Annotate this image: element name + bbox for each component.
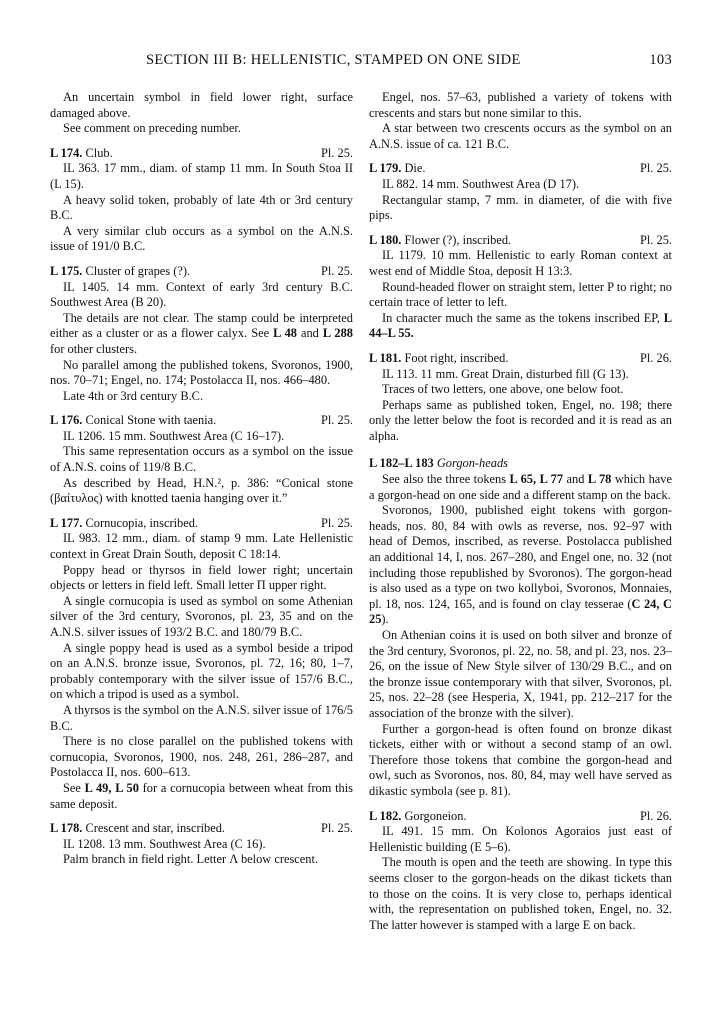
entry-number: L 174. [50, 145, 83, 160]
paragraph: IL 491. 15 mm. On Kolonos Agoraios just east of Hellenistic building (E 5–6). [369, 824, 672, 854]
entry-heading [50, 821, 353, 837]
paragraph: As described by Head, H.N.², p. 386: “Conical stone (βαίτυλος) with knotted taenia hanging over it.” [50, 475, 353, 506]
entry-name: Gorgoneion. [404, 808, 467, 823]
paragraph: A very similar club occurs as a symbol on the A.N.S. issue of 191/0 B.C. [50, 223, 353, 254]
paragraph: On Athenian coins it is used on both silver and bronze of the 3rd century, Svoronos, pl. 22, no. 58, and pl. 23, nos. 23–26, on the issue of New Style silver of 130/29 B.C., and on the bronze issue contemporary with that silver, Svoronos, pl. 25, nos. 22–28 (see Hesperia, X, 1941, pp. 212–217 for the association of the bronze with the silver). [369, 628, 672, 720]
paragraph: A single cornucopia is used as symbol on some Athenian silver of the 3rd century, Svoronos, pl. 23, 35 and on the A.N.S. silver issues of 193/2 B.C. and 180/79 B.C. [50, 593, 353, 639]
paragraph: This same representation occurs as a symbol on the issue of A.N.S. coins of 119/8 B.C. [50, 444, 353, 475]
paragraph: The details are not clear. The stamp could be interpreted either as a cluster or as a flower calyx. See L 48 and L 288 for other clusters. [50, 310, 353, 356]
paragraph: A star between two crescents occurs as the symbol on an A.N.S. issue of ca. 121 B.C. [369, 121, 672, 151]
running-header [50, 52, 672, 74]
plate-reference: Pl. 26. [639, 808, 672, 823]
paragraph: IL 1405. 14 mm. Context of early 3rd century B.C. Southwest Area (B 20). [50, 279, 353, 310]
entry-heading [50, 264, 353, 280]
paragraph: IL 1179. 10 mm. Hellenistic to early Roman context at west end of Middle Stoa, deposit H 13:3. [369, 248, 672, 278]
cross-reference: L 65, L 77 [509, 472, 564, 487]
paragraph: A thyrsos is the symbol on the A.N.S. silver issue of 176/5 B.C. [50, 702, 353, 733]
catalog-entry-l180 [369, 233, 672, 342]
section-subtitle: Gorgon-heads [436, 456, 508, 471]
entry-name: Die. [404, 161, 426, 176]
catalog-entry-l182 [369, 809, 672, 934]
entry-name: Foot right, inscribed. [404, 350, 509, 365]
paragraph: Traces of two letters, one above, one below foot. [382, 382, 624, 397]
paragraph: The mouth is open and the teeth are showing. In type this seems closer to the gorgon-heads on the dikast tickets than to those on the coins. It is very close to, perhaps identical with, the representation on published token, Engel, no. 32. The latter however is stamped with a large E on back. [369, 855, 672, 932]
cross-reference: L 288 [322, 326, 353, 341]
cross-reference: L 78 [587, 472, 612, 487]
entry-number: L 181. [369, 350, 402, 365]
entry-name: Conical Stone with taenia. [85, 413, 217, 428]
entry-name: Cornucopia, inscribed. [85, 515, 199, 530]
cross-reference: L 44–L 55. [369, 310, 672, 341]
paragraph: Late 4th or 3rd century B.C. [63, 388, 204, 403]
entry-name: Club. [85, 145, 113, 160]
entry-heading [50, 516, 353, 532]
paragraph: Engel, nos. 57–63, published a variety of tokens with crescents and stars but none similar to this. [369, 90, 672, 120]
paragraph: See comment on preceding number. [63, 121, 241, 136]
plate-reference: Pl. 25. [320, 515, 353, 530]
paragraph: Perhaps same as published token, Engel, no. 198; there only the letter below the foot is recorded and it is read as an alpha. [369, 397, 672, 443]
entry-number: L 175. [50, 263, 83, 278]
plate-reference: Pl. 25. [320, 263, 353, 278]
paragraph: IL 363. 17 mm., diam. of stamp 11 mm. In South Stoa II (L 15). [50, 161, 353, 191]
paragraph: There is no close parallel on the published tokens with cornucopia, Svoronos, 1900, nos. 248, 261, 286–287, and Postolacca II, nos. 600–613. [50, 734, 353, 780]
section-title: SECTION III B: HELLENISTIC, STAMPED ON ONE SIDE [146, 52, 521, 68]
plate-reference: Pl. 25. [320, 821, 353, 836]
entry-name: Cluster of grapes (?). [85, 263, 191, 278]
cross-reference: L 49, L 50 [84, 780, 139, 795]
paragraph: Palm branch in field right. Letter Λ below crescent. [63, 852, 319, 867]
paragraph: In character much the same as the tokens inscribed ΕΡ, L 44–L 55. [369, 310, 672, 341]
paragraph: Svoronos, 1900, published eight tokens with gorgon-heads, nos. 80, 84 with owls as reverse, nos. 92–97 with head of Demos, inscribed, as reverse. Postolacca published an additional 14, I, nos. 267–280, and Engel one, no. 32 (not including those republished by Svoronos). The gorgon-head is also used as a type on two kollyboi, Svoronos, Monnaies, pl. 18, nos. 124, 165, and is found on clay tesserae (C 24, C 25). [369, 503, 672, 627]
entry-name: Crescent and star, inscribed. [85, 821, 226, 836]
entry-heading [369, 809, 672, 825]
entry-heading [369, 161, 672, 177]
paragraph: See also the three tokens L 65, L 77 and L 78 which have a gorgon-head on one side and a different stamp on the back. [369, 472, 672, 502]
catalog-entry-l178 [50, 821, 353, 868]
entry-heading [369, 233, 672, 249]
paragraph: Round-headed flower on straight stem, letter P to right; no certain trace of letter to left. [369, 279, 672, 310]
plate-reference: Pl. 25. [639, 161, 672, 176]
plate-reference: Pl. 25. [320, 145, 353, 160]
paragraph: Poppy head or thyrsos in field lower right; uncertain objects or letters in field left. Small letter Π upper right. [50, 562, 353, 593]
paragraph: A single poppy head is used as a symbol beside a tripod on an A.N.S. bronze issue, Svoronos, pl. 72, 16; 80, 1–7, probably contemporary with the silver issue of 157/6 B.C., on which a tripod is used as a symbol. [50, 640, 353, 702]
paragraph: Further a gorgon-head is often found on bronze dikast tickets, either with or without a second stamp of an owl. Therefore those tokens that combine the gorgon-head and owl, such as Svoronos, nos. 80, 84, may well have served as dikastic symbola (see p. 81). [369, 721, 672, 798]
catalog-entry-l179 [369, 161, 672, 223]
left-column [50, 90, 353, 868]
paragraph: An uncertain symbol in field lower right, surface damaged above. [50, 90, 353, 120]
plate-reference: Pl. 25. [320, 413, 353, 428]
page-number: 103 [649, 52, 672, 68]
paragraph: See L 49, L 50 for a cornucopia between wheat from this same deposit. [50, 780, 353, 811]
paragraph: IL 113. 11 mm. Great Drain, disturbed fill (G 13). [382, 366, 629, 381]
paragraph: IL 1206. 15 mm. Southwest Area (C 16–17). [63, 428, 285, 443]
paragraph: Rectangular stamp, 7 mm. in diameter, of die with five pips. [369, 192, 672, 223]
right-column [369, 90, 672, 933]
entry-heading [50, 413, 353, 429]
entry-heading [50, 146, 353, 162]
entry-number: L 179. [369, 161, 402, 176]
plate-reference: Pl. 25. [639, 232, 672, 247]
entry-number: L 180. [369, 232, 402, 247]
entry-number: L 177. [50, 515, 83, 530]
section-label: L 182–L 183 [369, 456, 434, 471]
entry-heading [369, 351, 672, 367]
entry-number: L 176. [50, 413, 83, 428]
entry-number: L 182. [369, 808, 402, 823]
plate-reference: Pl. 26. [639, 350, 672, 365]
entry-name: Flower (?), inscribed. [404, 232, 512, 247]
catalog-entry-l176 [50, 413, 353, 507]
catalog-entry-l174 [50, 146, 353, 255]
paragraph: A heavy solid token, probably of late 4th or 3rd century B.C. [50, 192, 353, 223]
cross-reference: L 48 [273, 326, 298, 341]
paragraph: IL 983. 12 mm., diam. of stamp 9 mm. Late Hellenistic context in Great Drain South, deposit C 18:14. [50, 531, 353, 562]
section-heading [369, 456, 672, 472]
paragraph: IL 1208. 13 mm. Southwest Area (C 16). [63, 836, 266, 851]
catalog-entry-l177 [50, 516, 353, 812]
paragraph: IL 882. 14 mm. Southwest Area (D 17). [382, 176, 580, 191]
catalog-entry-l175 [50, 264, 353, 404]
paragraph: No parallel among the published tokens, Svoronos, 1900, nos. 70–71; Engel, no. 174; Postolacca II, nos. 466–480. [50, 357, 353, 388]
cross-reference: C 24, C 25 [369, 596, 672, 627]
entry-number: L 178. [50, 821, 83, 836]
catalog-entry-l181 [369, 351, 672, 445]
